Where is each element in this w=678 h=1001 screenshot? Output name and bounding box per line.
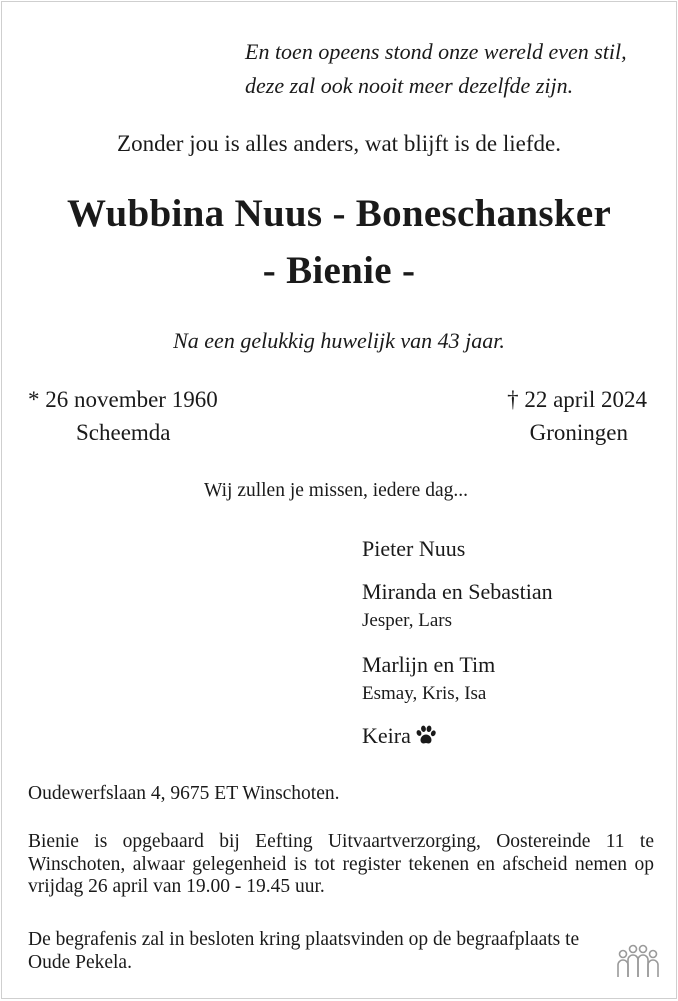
people-logo-icon	[616, 943, 660, 984]
motto: Zonder jou is alles anders, wat blijft is de liefde.	[117, 131, 561, 156]
family-member-1: Pieter Nuus	[362, 536, 466, 561]
poem-line-2: deze zal ook nooit meer dezelfde zijn.	[245, 73, 574, 98]
address: Oudewerfslaan 4, 9675 ET Winschoten.	[28, 783, 340, 804]
death-place: Groningen	[529, 420, 628, 445]
family-member-3: Marlijn en Tim	[362, 652, 496, 677]
deceased-nickname: - Bienie -	[262, 249, 416, 292]
family-member-3-children: Esmay, Kris, Isa	[362, 683, 487, 704]
family-member-2-children: Jesper, Lars	[362, 610, 452, 631]
pet-name: Keira	[362, 723, 411, 748]
death-date: † 22 april 2024	[507, 387, 647, 412]
marriage-line: Na een gelukkig huwelijk van 43 jaar.	[173, 328, 505, 353]
obituary-card	[1, 1, 677, 999]
funeral-info: De begrafenis zal in besloten kring plaatsvinden op de begraafplaats te Oude Pekela.	[28, 929, 580, 973]
family-member-2: Miranda en Sebastian	[362, 579, 553, 604]
deceased-name: Wubbina Nuus - Boneschansker	[66, 192, 612, 235]
missing-line: Wij zullen je missen, iedere dag...	[203, 480, 468, 501]
paw-icon	[415, 725, 437, 751]
birth-date: * 26 november 1960	[28, 387, 218, 412]
viewing-info: Bienie is opgebaard bij Eefting Uitvaartverzorging, Oostereinde 11 te Winschoten, alwaar gelegenheid is tot register tekenen en afscheid nemen op vrijdag 26 april van 19.00 - 19.45 uur.	[28, 831, 654, 897]
birth-place: Scheemda	[76, 420, 171, 445]
family-member-4	[362, 723, 437, 751]
poem-line-1: En toen opeens stond onze wereld even stil,	[245, 39, 627, 64]
